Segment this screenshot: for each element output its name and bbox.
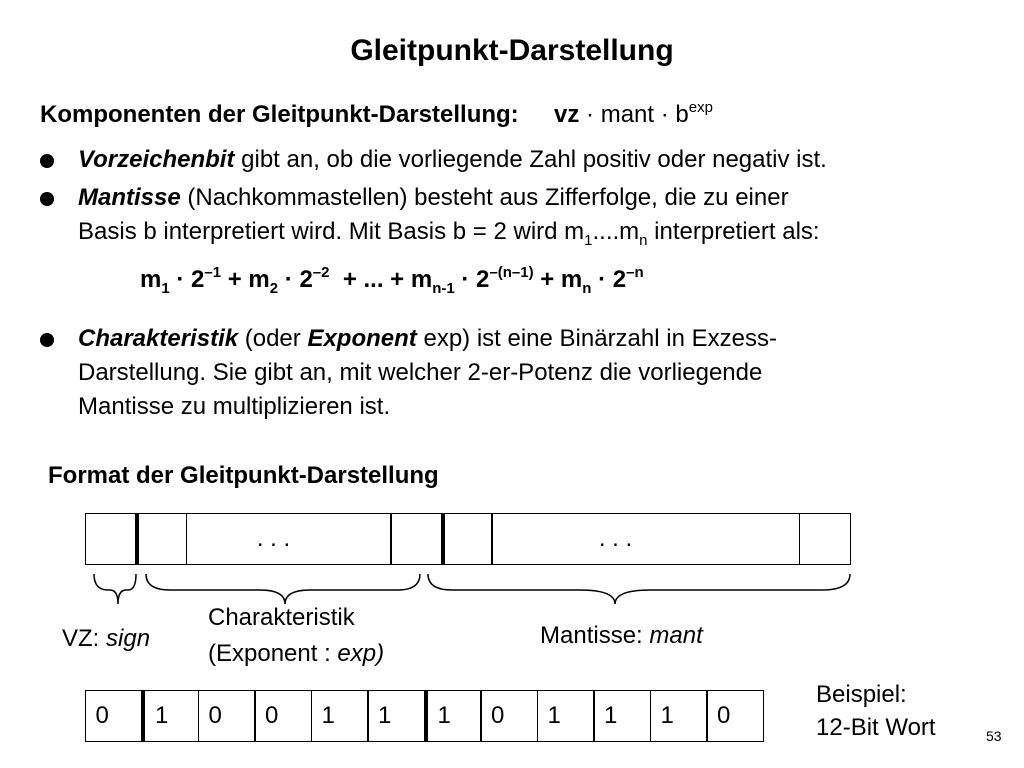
char-line2a: (Exponent : bbox=[208, 640, 338, 667]
bullet-icon bbox=[40, 192, 54, 206]
mant-dots-cell bbox=[491, 513, 800, 565]
mant-text: Mantisse: bbox=[540, 622, 650, 649]
f-dot2: · 2 bbox=[278, 266, 313, 293]
example-bit-7: 0 bbox=[480, 690, 538, 742]
f-s4: n bbox=[582, 280, 592, 297]
bullet-icon bbox=[40, 333, 54, 347]
bullet-vorzeichenbit bbox=[78, 146, 827, 174]
f-plus3: + m bbox=[533, 266, 583, 293]
example-bit-8: 1 bbox=[537, 690, 595, 742]
slide-title: Gleitpunkt-Darstellung bbox=[350, 34, 674, 67]
example-bit-0: 0 bbox=[85, 690, 143, 742]
b2-line2-b: ....m bbox=[592, 218, 640, 245]
b2-subn: n bbox=[639, 232, 648, 249]
f-s1: 1 bbox=[161, 280, 170, 297]
bullet-charakteristik-line3: Mantisse zu multiplizieren ist. bbox=[78, 393, 391, 420]
format-heading: Format der Gleitpunkt-Darstellung bbox=[48, 462, 439, 489]
term-charakteristik: Charakteristik bbox=[78, 325, 239, 352]
mant-bit-cell bbox=[441, 513, 493, 565]
bullet-icon bbox=[40, 154, 54, 168]
mantissa-brace bbox=[428, 574, 850, 604]
f-plus1: + m bbox=[221, 266, 270, 293]
mant-bit-cell bbox=[799, 513, 851, 565]
mant-dots: . . . bbox=[598, 525, 633, 552]
f-e3: –(n–1) bbox=[489, 264, 534, 281]
b3-text2: exp) ist eine Binärzahl in Exzess- bbox=[416, 325, 777, 352]
bullet-charakteristik-line2: Darstellung. Sie gibt an, mit welcher 2-er-Potenz die vorliegende bbox=[78, 359, 763, 386]
example-label-line1: Beispiel: bbox=[816, 681, 907, 708]
example-bit-3: 0 bbox=[254, 690, 312, 742]
example-register bbox=[86, 690, 764, 742]
b1-text: gibt an, ob die vorliegende Zahl positiv oder negativ ist. bbox=[234, 146, 827, 173]
term-exponent: Exponent bbox=[307, 325, 417, 352]
f-plus2: + ... + m bbox=[329, 266, 433, 293]
exponent-brace bbox=[146, 574, 420, 604]
exp-dots-cell bbox=[186, 513, 392, 565]
formula-rest: · mant · b bbox=[579, 101, 689, 128]
sign-brace bbox=[94, 574, 136, 604]
b2-line2-a: Basis b interpretiert wird. Mit Basis b = 2 wird m bbox=[78, 218, 585, 245]
example-label-line2: 12-Bit Wort bbox=[816, 714, 936, 741]
f-m1: m bbox=[140, 266, 162, 293]
example-bit-11: 0 bbox=[706, 690, 764, 742]
components-heading: Komponenten der Gleitpunkt-Darstellung: bbox=[40, 101, 519, 128]
page-number: 53 bbox=[986, 728, 1002, 744]
example-bit-9: 1 bbox=[593, 690, 651, 742]
example-bit-1: 1 bbox=[141, 690, 199, 742]
f-e2: –2 bbox=[312, 264, 330, 281]
exp-bit-cell bbox=[390, 513, 442, 565]
format-register bbox=[86, 513, 851, 565]
example-bit-2: 0 bbox=[198, 690, 256, 742]
mantissa-formula bbox=[140, 264, 644, 297]
example-bit-4: 1 bbox=[311, 690, 369, 742]
term-mantisse: Mantisse bbox=[78, 184, 181, 211]
f-s2: 2 bbox=[269, 280, 279, 297]
f-e4: –n bbox=[626, 264, 644, 281]
field-braces bbox=[80, 570, 860, 620]
f-dot4: · 2 bbox=[591, 266, 627, 293]
components-line bbox=[40, 101, 713, 129]
exp-bit-cell bbox=[135, 513, 187, 565]
sign-bit-cell bbox=[85, 513, 137, 565]
vz-label bbox=[62, 625, 150, 653]
example-bit-6: 1 bbox=[424, 690, 482, 742]
b3-text1: (oder bbox=[238, 325, 308, 352]
bullet-mantisse-line1 bbox=[78, 184, 789, 212]
char-label-line2 bbox=[208, 640, 384, 668]
example-bit-10: 1 bbox=[650, 690, 708, 742]
bullet-mantisse-line2 bbox=[78, 218, 820, 249]
vz-text: VZ: bbox=[62, 625, 107, 652]
bullet-charakteristik-line1 bbox=[78, 325, 777, 353]
mant-italic: mant bbox=[649, 622, 703, 649]
mant-label bbox=[540, 622, 703, 650]
char-line2b: exp) bbox=[337, 640, 385, 667]
formula-vz: vz bbox=[554, 101, 580, 128]
vz-italic: sign bbox=[106, 625, 151, 652]
char-label-line1: Charakteristik bbox=[208, 604, 355, 631]
term-vorzeichenbit: Vorzeichenbit bbox=[78, 146, 235, 173]
f-e1: –1 bbox=[204, 264, 222, 281]
f-dot3: · 2 bbox=[454, 266, 490, 293]
f-dot1: · 2 bbox=[169, 266, 205, 293]
b2-text1: (Nachkommastellen) besteht aus Zifferfolge, die zu einer bbox=[180, 184, 789, 211]
formula-exp: exp bbox=[688, 99, 713, 116]
f-s3: n-1 bbox=[432, 280, 455, 297]
example-bit-5: 1 bbox=[367, 690, 425, 742]
exp-dots: . . . bbox=[256, 525, 291, 552]
b2-sub1: 1 bbox=[584, 232, 593, 249]
b2-line2-c: interpretiert als: bbox=[647, 218, 820, 245]
